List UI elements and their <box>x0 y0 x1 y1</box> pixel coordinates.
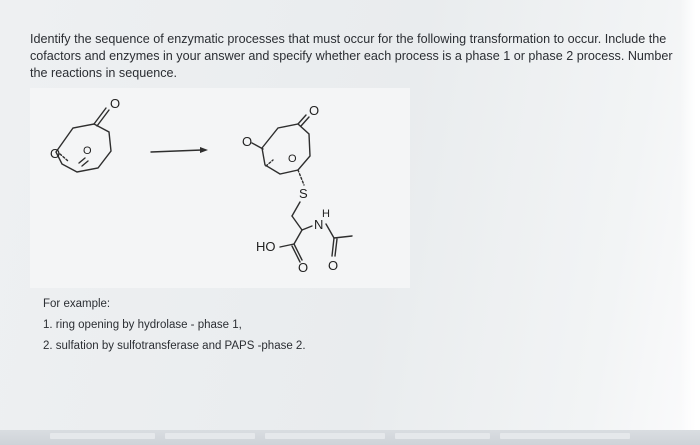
label-hydroxyl: HO <box>256 239 276 254</box>
reaction-scheme <box>30 88 410 288</box>
example-heading: For example: <box>43 298 111 310</box>
label-sulfur: S <box>299 186 308 201</box>
label-nh-n: N <box>314 217 324 232</box>
reaction-arrow <box>151 147 208 153</box>
toolbar-segment-4 <box>395 433 490 439</box>
label-o-ketone-right: O <box>309 103 320 118</box>
screen-glare <box>680 0 700 445</box>
label-o-acid: O <box>298 260 309 275</box>
example-block <box>43 294 306 357</box>
label-o-bridge-right: O <box>242 134 253 149</box>
toolbar-segment-1 <box>50 433 155 439</box>
label-o-bridge-left: O <box>50 146 61 161</box>
starting-material-structure <box>56 108 111 172</box>
reaction-scheme-drawing <box>30 88 410 288</box>
example-line-2: 2. sulfation by sulfotransferase and PAPS -phase 2. <box>43 340 306 352</box>
label-o-epoxide-right: O <box>288 153 297 165</box>
toolbar-segment-3 <box>265 433 385 439</box>
label-o-amide: O <box>328 258 339 273</box>
toolbar-segment-5 <box>500 433 630 439</box>
label-o-ketone-left: O <box>110 96 121 111</box>
question-text: Identify the sequence of enzymatic processes that must occur for the following transformation to occur. Include the cofactors and enzymes in your answer and specify whether each process is a phase 1 or phase 2 process. Number the reactions in sequence. <box>30 32 673 80</box>
label-nh-h: H <box>322 208 330 220</box>
toolbar-segment-2 <box>165 433 255 439</box>
label-o-epoxide-left: O <box>83 145 92 157</box>
example-line-1: 1. ring opening by hydrolase - phase 1, <box>43 319 242 331</box>
